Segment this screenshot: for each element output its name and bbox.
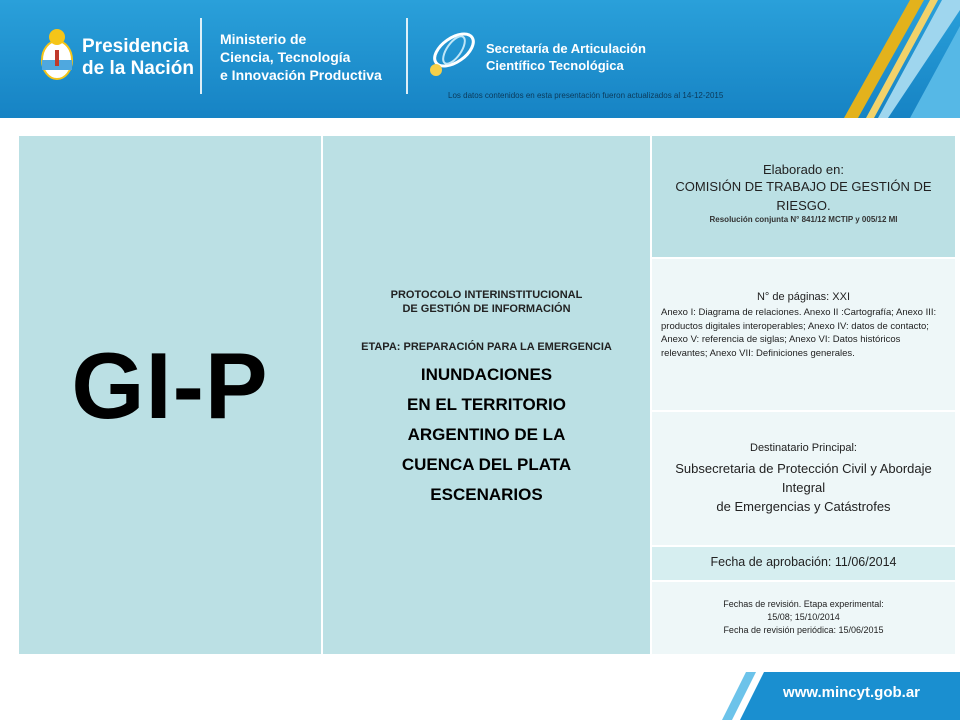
brand3-line1: Secretaría de Articulación — [486, 41, 646, 56]
revision-line3: Fecha de revisión periódica: 15/06/2015 — [723, 625, 884, 635]
approval-date: Fecha de aprobación: 11/06/2014 — [710, 555, 897, 569]
website-link[interactable]: www.mincyt.gob.ar — [783, 684, 920, 701]
brand2-line1: Ministerio de — [220, 31, 307, 47]
revision-dates — [652, 598, 955, 637]
header-divider — [200, 18, 202, 94]
title-line: ARGENTINO DE LA — [407, 425, 566, 444]
brand2-line2: Ciencia, Tecnología — [220, 49, 351, 65]
brand2-line3: e Innovación Productiva — [220, 67, 382, 83]
title-line: ESCENARIOS — [430, 485, 543, 504]
annex-list: Anexo I: Diagrama de relaciones. Anexo II :Cartografía; Anexo III: productos digitales interoperables; Anexo IV: datos de contacto; Anexo V: referencia de siglas; Anexo VI: Datos históricos relevantes; Anexo VII: Definiciones generales. — [661, 307, 937, 359]
header-divider — [406, 18, 408, 94]
ministry-logo-text — [220, 30, 382, 84]
resolution: Resolución conjunta N° 841/12 MCTIP y 005/12 MI — [709, 215, 898, 224]
national-coat-of-arms-icon — [38, 26, 76, 84]
secretariat-logo-text — [486, 40, 646, 74]
secretariat-swirl-icon — [424, 26, 480, 82]
protocol-title — [323, 360, 650, 510]
presidency-logo-text — [82, 36, 194, 80]
title-line: INUNDACIONES — [420, 365, 553, 384]
protocol-line1: PROTOCOLO INTERINSTITUCIONAL — [390, 289, 583, 301]
made-value: COMISIÓN DE TRABAJO DE GESTIÓN DE RIESGO. — [675, 179, 932, 213]
recipient-value — [652, 459, 955, 516]
protocol-line2: DE GESTIÓN DE INFORMACIÓN — [402, 303, 571, 315]
protocol-cell — [323, 136, 650, 654]
brand3-line2: Científico Tecnológica — [486, 58, 624, 73]
approval-cell — [652, 547, 955, 580]
decorative-stripes — [760, 0, 960, 118]
pages-cell — [652, 259, 955, 410]
revision-cell — [652, 582, 955, 654]
brand1-line1: Presidencia — [82, 36, 189, 57]
revision-line1: Fechas de revisión. Etapa experimental: — [723, 599, 884, 609]
protocol-stage: ETAPA: PREPARACIÓN PARA LA EMERGENCIA — [361, 341, 612, 353]
made-label: Elaborado en: — [763, 162, 844, 177]
recipient-line2: de Emergencias y Catástrofes — [716, 499, 891, 514]
made-in-cell — [652, 136, 955, 257]
protocol-name — [323, 288, 650, 316]
title-line: CUENCA DEL PLATA — [401, 455, 572, 474]
recipient-cell — [652, 412, 955, 545]
title-line: EN EL TERRITORIO — [406, 395, 566, 414]
document-code: GI-P — [71, 333, 269, 438]
revision-line2: 15/08; 15/10/2014 — [767, 612, 840, 622]
header-banner — [0, 0, 960, 118]
recipient-label: Destinatario Principal: — [750, 442, 857, 454]
page-count: N° de páginas: XXI — [756, 291, 851, 303]
brand1-line2: de la Nación — [82, 58, 194, 79]
update-note: Los datos contenidos en esta presentación fueron actualizados al 14-12-2015 — [448, 91, 724, 100]
recipient-line1: Subsecretaria de Protección Civil y Abordaje Integral — [675, 461, 932, 495]
code-cell — [19, 136, 321, 654]
